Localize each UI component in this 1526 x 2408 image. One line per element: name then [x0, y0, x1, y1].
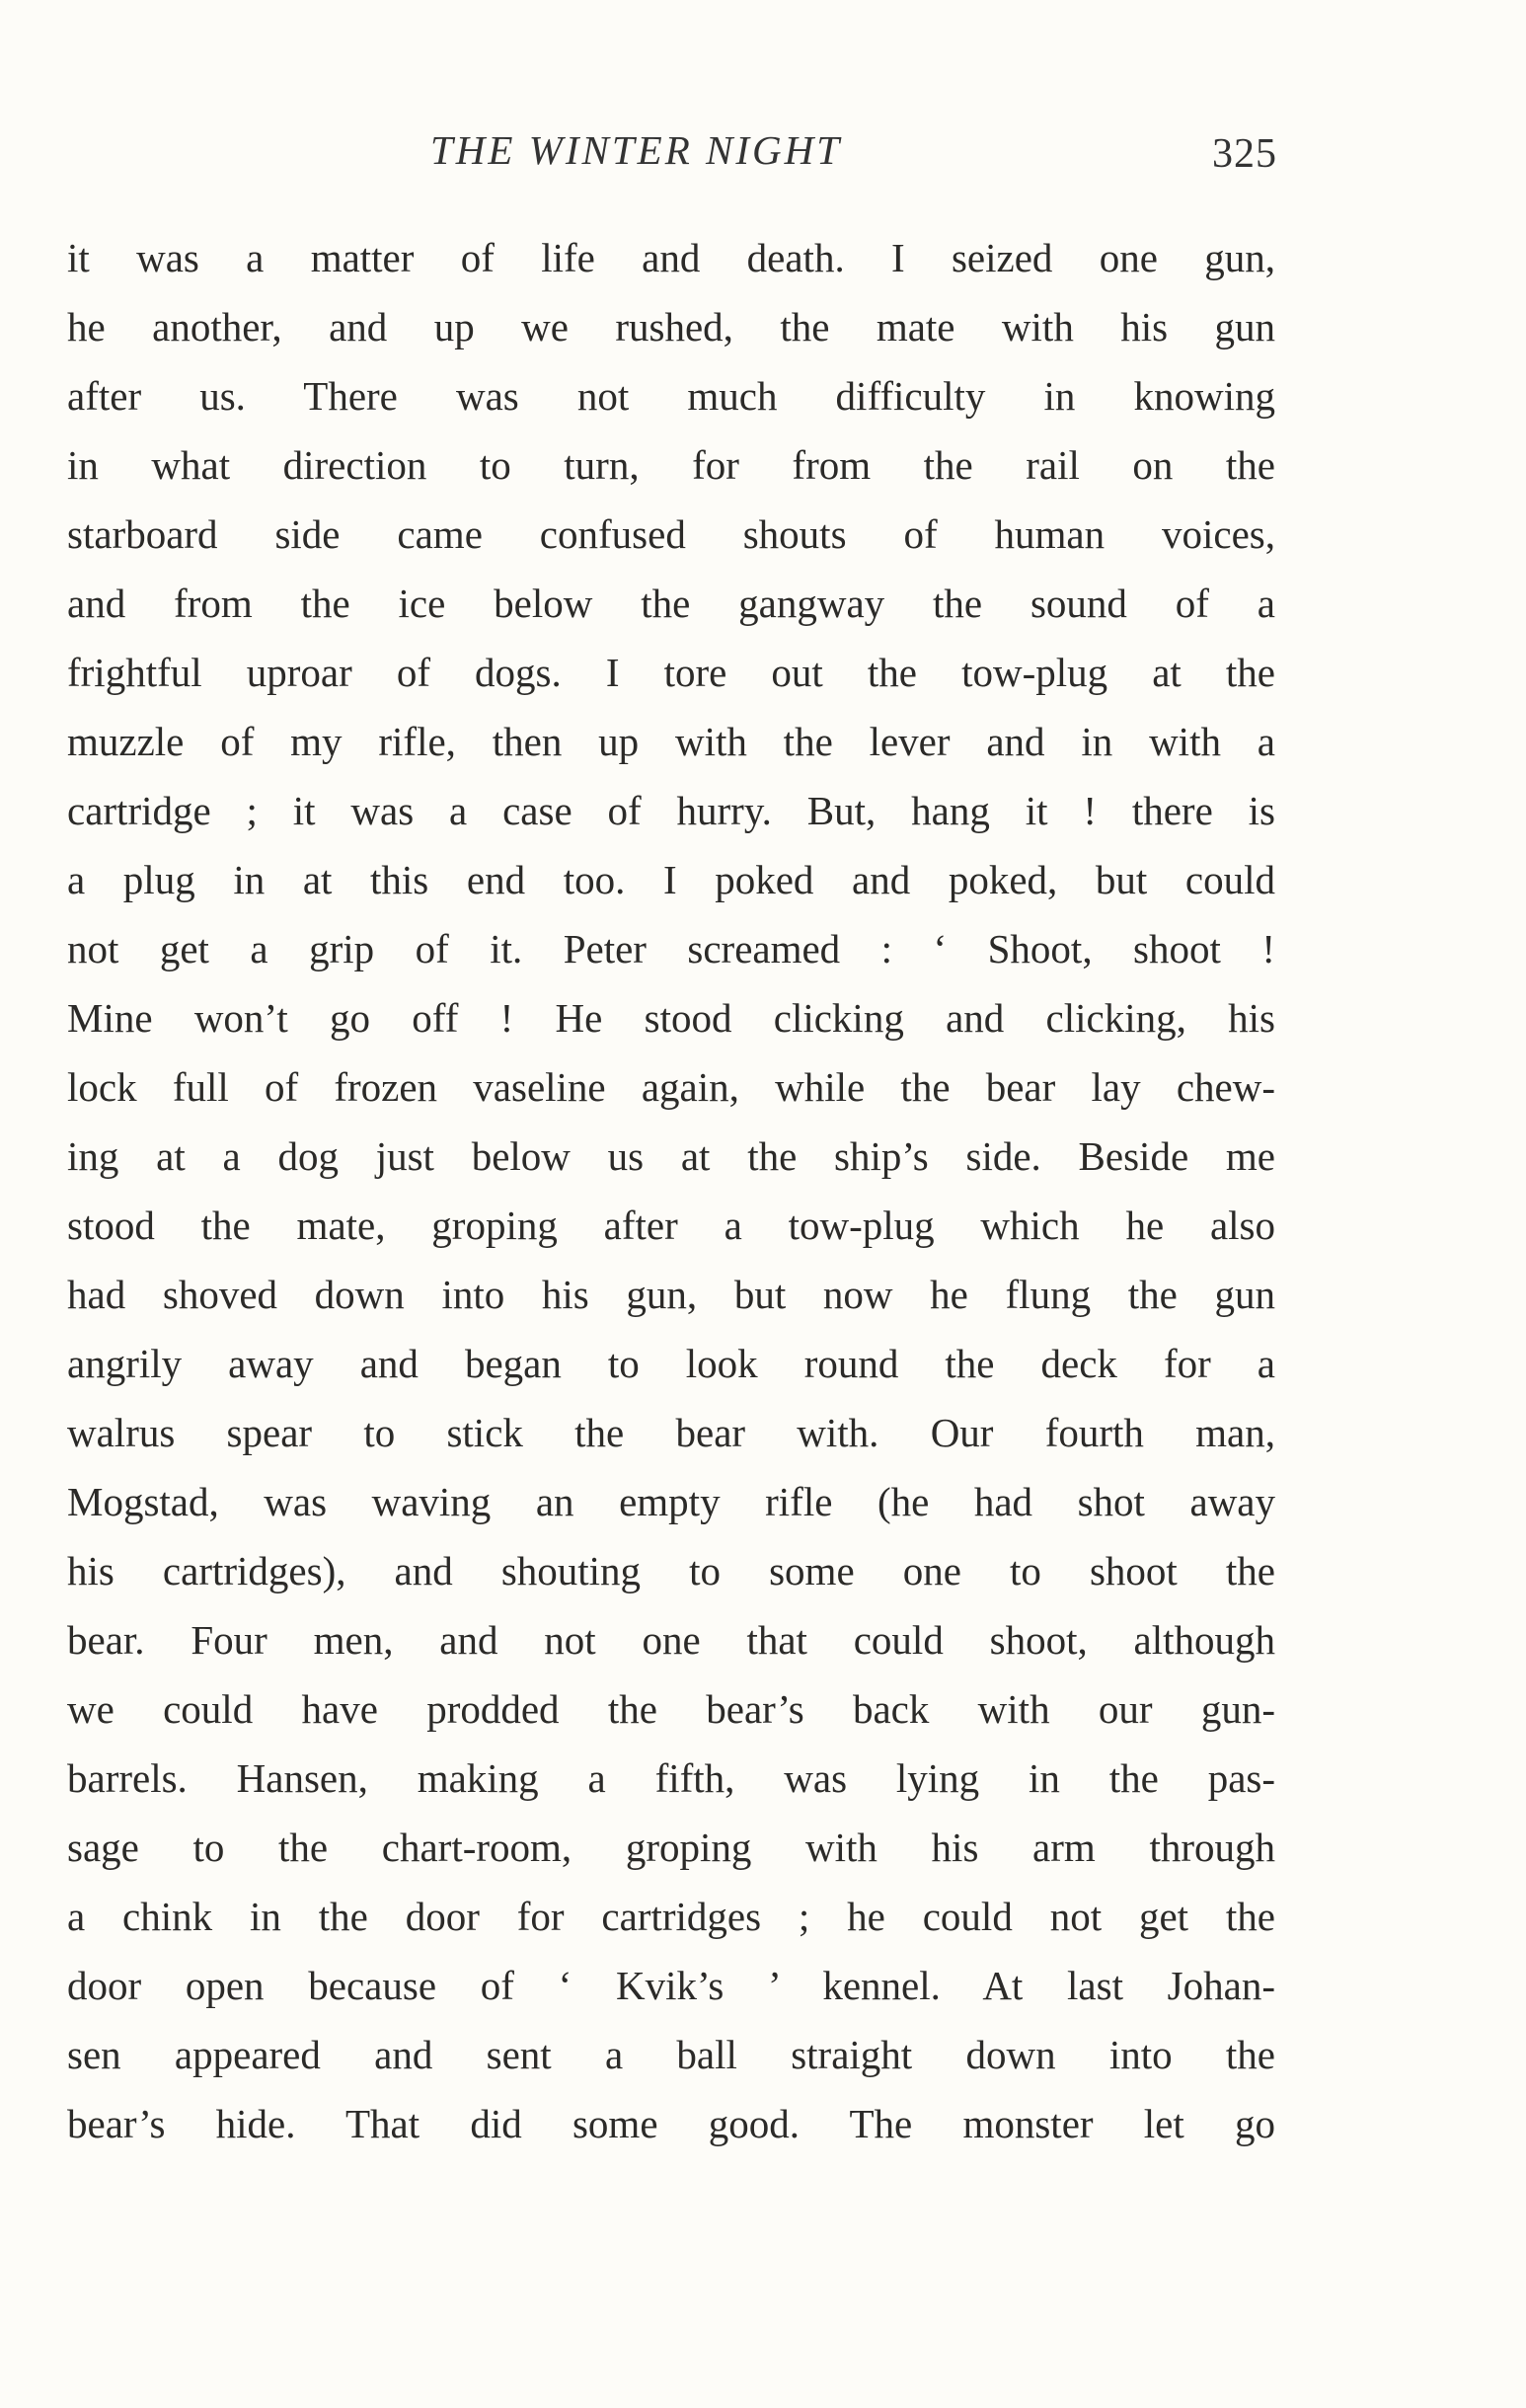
text-line: it was a matter of life and death. I seized one gun, — [67, 235, 1275, 280]
text-line: sen appeared and sent a ball straight down into the — [67, 2032, 1275, 2077]
text-line: after us. There was not much difficulty in knowing — [67, 373, 1275, 419]
text-line: Mogstad, was waving an empty rifle (he had shot away — [67, 1479, 1275, 1524]
text-line: not get a grip of it. Peter screamed : ‘ Shoot, shoot ! — [67, 926, 1275, 971]
text-line: angrily away and began to look round the deck for a — [67, 1341, 1275, 1386]
text-line: lock full of frozen vaseline again, while the bear lay chew- — [67, 1064, 1275, 1110]
text-line: ing at a dog just below us at the ship’s side. Beside me — [67, 1133, 1275, 1179]
text-line: muzzle of my rifle, then up with the lever and in with a — [67, 719, 1275, 764]
running-head-title: THE WINTER NIGHT — [430, 127, 843, 173]
text-line: sage to the chart-room, groping with his arm through — [67, 1825, 1275, 1870]
text-line: in what direction to turn, for from the rail on the — [67, 442, 1275, 488]
text-line: had shoved down into his gun, but now he flung the gun — [67, 1272, 1275, 1317]
text-line: door open because of ‘ Kvik’s ’ kennel. At last Johan- — [67, 1963, 1275, 2008]
text-line: a chink in the door for cartridges ; he could not get the — [67, 1894, 1275, 1939]
text-line: a plug in at this end too. I poked and poked, but could — [67, 857, 1275, 902]
text-line: we could have prodded the bear’s back with our gun- — [67, 1686, 1275, 1732]
text-line: bear’s hide. That did some good. The monster let go — [67, 2101, 1275, 2146]
text-line: stood the mate, groping after a tow-plug which he also — [67, 1203, 1275, 1248]
text-line: he another, and up we rushed, the mate with his gun — [67, 304, 1275, 350]
running-head — [0, 126, 1526, 186]
text-line: and from the ice below the gangway the sound of a — [67, 581, 1275, 626]
text-line: Mine won’t go off ! He stood clicking and clicking, his — [67, 995, 1275, 1041]
text-line: frightful uproar of dogs. I tore out the tow-plug at the — [67, 650, 1275, 695]
page-number: 325 — [1212, 131, 1277, 177]
text-line: cartridge ; it was a case of hurry. But, hang it ! there is — [67, 788, 1275, 833]
text-line: barrels. Hansen, making a fifth, was lying in the pas- — [67, 1755, 1275, 1801]
text-line: walrus spear to stick the bear with. Our fourth man, — [67, 1410, 1275, 1455]
text-line: his cartridges), and shouting to some one to shoot the — [67, 1548, 1275, 1593]
body-text — [67, 223, 1275, 2158]
text-line: bear. Four men, and not one that could shoot, although — [67, 1617, 1275, 1663]
text-line: starboard side came confused shouts of human voices, — [67, 511, 1275, 557]
